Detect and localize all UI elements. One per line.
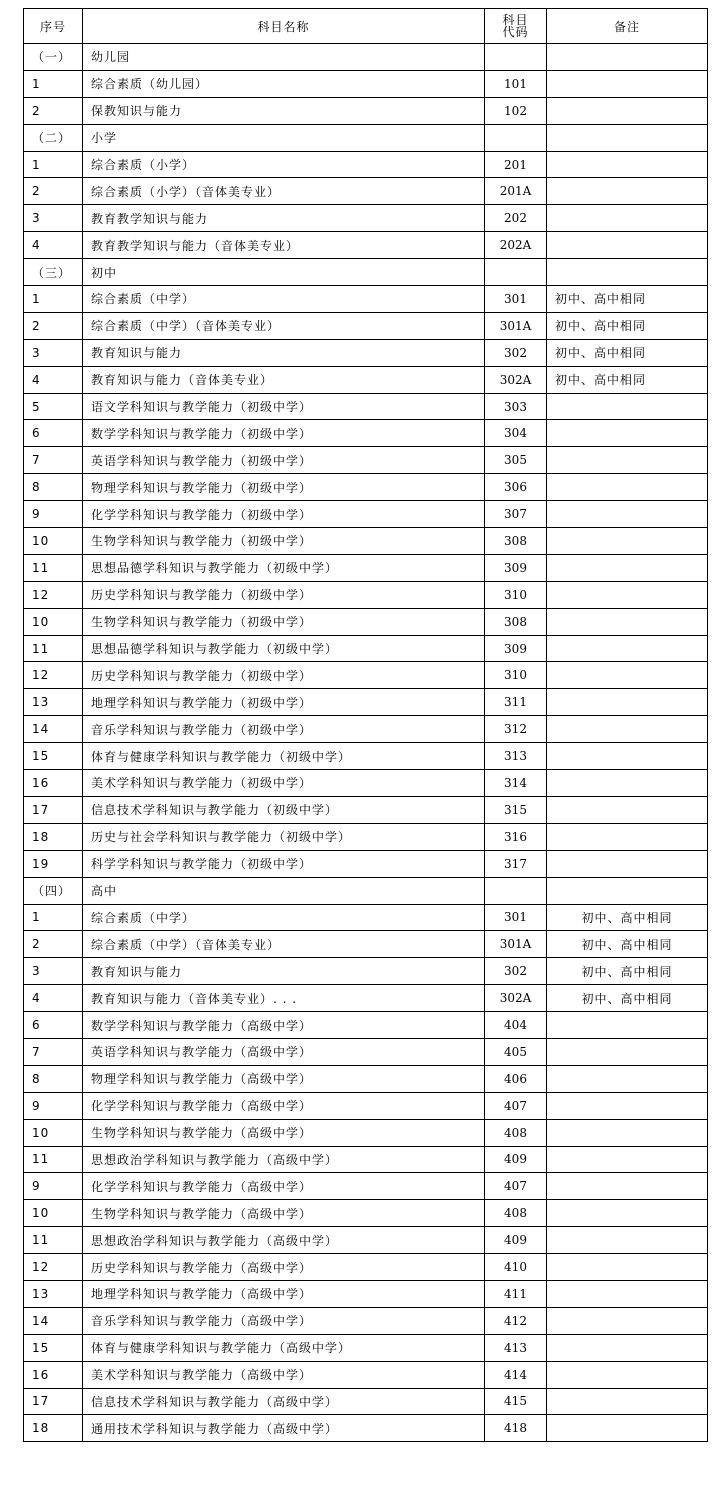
subject-code-cell: 316 xyxy=(485,823,547,850)
seq-cell: 15 xyxy=(24,1334,83,1361)
subject-code-cell: 312 xyxy=(485,716,547,743)
remark-cell xyxy=(547,1119,708,1146)
subject-code-cell: 302A xyxy=(485,985,547,1012)
subject-code-cell: 310 xyxy=(485,581,547,608)
seq-cell: 18 xyxy=(24,823,83,850)
seq-cell: 10 xyxy=(24,1200,83,1227)
remark-cell xyxy=(547,770,708,797)
subject-code-cell: 307 xyxy=(485,501,547,528)
remark-cell xyxy=(547,1065,708,1092)
subject-name-cell: 思想政治学科知识与教学能力（高级中学） xyxy=(83,1146,485,1173)
subject-name-cell: 综合素质（中学）（音体美专业） xyxy=(83,931,485,958)
table-row xyxy=(24,232,708,259)
subject-table-container xyxy=(23,8,708,1442)
subject-code-cell: 409 xyxy=(485,1146,547,1173)
table-row xyxy=(24,904,708,931)
remark-cell xyxy=(547,1280,708,1307)
seq-cell: 11 xyxy=(24,1146,83,1173)
seq-cell: 4 xyxy=(24,985,83,1012)
remark-cell xyxy=(547,528,708,555)
seq-cell: 12 xyxy=(24,581,83,608)
subject-name-cell: 历史学科知识与教学能力（初级中学） xyxy=(83,662,485,689)
subject-code-cell: 301 xyxy=(485,904,547,931)
remark-cell xyxy=(547,823,708,850)
table-row xyxy=(24,70,708,97)
subject-code-cell: 412 xyxy=(485,1307,547,1334)
subject-name-cell: 美术学科知识与教学能力（初级中学） xyxy=(83,770,485,797)
subject-name-cell: 音乐学科知识与教学能力（高级中学） xyxy=(83,1307,485,1334)
seq-cell: 19 xyxy=(24,850,83,877)
table-row xyxy=(24,850,708,877)
table-row xyxy=(24,1280,708,1307)
subject-name-cell: 小学 xyxy=(83,124,485,151)
seq-cell: 7 xyxy=(24,447,83,474)
subject-name-cell: 保教知识与能力 xyxy=(83,97,485,124)
seq-cell: 13 xyxy=(24,1280,83,1307)
remark-cell xyxy=(547,124,708,151)
table-row xyxy=(24,44,708,71)
remark-cell xyxy=(547,420,708,447)
subject-name-cell: 综合素质（中学）（音体美专业） xyxy=(83,312,485,339)
subject-code-cell: 308 xyxy=(485,608,547,635)
table-row xyxy=(24,178,708,205)
remark-cell xyxy=(547,259,708,286)
subject-code-cell: 101 xyxy=(485,70,547,97)
table-row xyxy=(24,770,708,797)
table-row xyxy=(24,1146,708,1173)
table-row xyxy=(24,1038,708,1065)
seq-cell: 1 xyxy=(24,904,83,931)
subject-name-cell: 初中 xyxy=(83,259,485,286)
remark-cell xyxy=(547,1361,708,1388)
seq-cell: 11 xyxy=(24,1227,83,1254)
remark-cell xyxy=(547,662,708,689)
header-row xyxy=(24,9,708,44)
table-row xyxy=(24,1254,708,1281)
table-row xyxy=(24,581,708,608)
seq-cell: 7 xyxy=(24,1038,83,1065)
seq-cell: 17 xyxy=(24,1388,83,1415)
table-row xyxy=(24,823,708,850)
table-row xyxy=(24,743,708,770)
table-header xyxy=(24,9,708,44)
table-row xyxy=(24,97,708,124)
header-subject-code xyxy=(485,9,547,44)
table-row xyxy=(24,366,708,393)
seq-cell: 9 xyxy=(24,1173,83,1200)
remark-cell xyxy=(547,1012,708,1039)
remark-cell: 初中、高中相同 xyxy=(547,286,708,313)
subject-code-cell: 202A xyxy=(485,232,547,259)
subject-name-cell: 综合素质（幼儿园） xyxy=(83,70,485,97)
subject-code-cell: 302 xyxy=(485,339,547,366)
subject-code-cell: 407 xyxy=(485,1092,547,1119)
header-code-line1: 科目 xyxy=(502,13,529,27)
seq-cell: 1 xyxy=(24,151,83,178)
table-row xyxy=(24,1065,708,1092)
remark-cell xyxy=(547,1173,708,1200)
subject-name-cell: 语文学科知识与教学能力（初级中学） xyxy=(83,393,485,420)
subject-name-cell: 化学学科知识与教学能力（高级中学） xyxy=(83,1173,485,1200)
table-row xyxy=(24,1227,708,1254)
table-row xyxy=(24,124,708,151)
subject-name-cell: 生物学科知识与教学能力（高级中学） xyxy=(83,1119,485,1146)
remark-cell xyxy=(547,1307,708,1334)
seq-cell: 9 xyxy=(24,1092,83,1119)
subject-code-cell: 304 xyxy=(485,420,547,447)
subject-name-cell: 教育知识与能力 xyxy=(83,958,485,985)
seq-cell: 2 xyxy=(24,931,83,958)
remark-cell xyxy=(547,178,708,205)
subject-name-cell: 教育知识与能力（音体美专业）. . . xyxy=(83,985,485,1012)
subject-name-cell: 数学学科知识与教学能力（初级中学） xyxy=(83,420,485,447)
table-row xyxy=(24,501,708,528)
seq-cell: 11 xyxy=(24,554,83,581)
subject-table xyxy=(23,8,708,1442)
subject-name-cell: 历史学科知识与教学能力（初级中学） xyxy=(83,581,485,608)
subject-name-cell: 综合素质（小学） xyxy=(83,151,485,178)
subject-code-cell: 408 xyxy=(485,1119,547,1146)
subject-code-cell: 408 xyxy=(485,1200,547,1227)
subject-code-cell: 410 xyxy=(485,1254,547,1281)
subject-code-cell: 301A xyxy=(485,312,547,339)
table-row xyxy=(24,393,708,420)
subject-code-cell: 201A xyxy=(485,178,547,205)
seq-cell: 16 xyxy=(24,1361,83,1388)
table-row xyxy=(24,1415,708,1442)
seq-cell: 2 xyxy=(24,312,83,339)
table-row xyxy=(24,958,708,985)
subject-code-cell: 309 xyxy=(485,635,547,662)
subject-name-cell: 音乐学科知识与教学能力（初级中学） xyxy=(83,716,485,743)
remark-cell: 初中、高中相同 xyxy=(547,958,708,985)
subject-code-cell: 306 xyxy=(485,474,547,501)
table-row xyxy=(24,286,708,313)
subject-name-cell: 综合素质（小学）（音体美专业） xyxy=(83,178,485,205)
remark-cell xyxy=(547,1227,708,1254)
subject-name-cell: 美术学科知识与教学能力（高级中学） xyxy=(83,1361,485,1388)
remark-cell xyxy=(547,393,708,420)
seq-cell: 14 xyxy=(24,1307,83,1334)
subject-code-cell: 404 xyxy=(485,1012,547,1039)
subject-name-cell: 教育知识与能力（音体美专业） xyxy=(83,366,485,393)
subject-code-cell: 309 xyxy=(485,554,547,581)
seq-cell: 14 xyxy=(24,716,83,743)
seq-cell: 10 xyxy=(24,1119,83,1146)
remark-cell xyxy=(547,796,708,823)
table-row xyxy=(24,474,708,501)
subject-name-cell: 化学学科知识与教学能力（高级中学） xyxy=(83,1092,485,1119)
remark-cell xyxy=(547,501,708,528)
remark-cell xyxy=(547,554,708,581)
seq-cell: 18 xyxy=(24,1415,83,1442)
seq-cell: 6 xyxy=(24,420,83,447)
seq-cell: （四） xyxy=(24,877,83,904)
subject-name-cell: 生物学科知识与教学能力（高级中学） xyxy=(83,1200,485,1227)
subject-code-cell: 202 xyxy=(485,205,547,232)
header-remark: 备注 xyxy=(547,9,708,44)
table-row xyxy=(24,339,708,366)
subject-code-cell: 308 xyxy=(485,528,547,555)
remark-cell xyxy=(547,447,708,474)
remark-cell xyxy=(547,581,708,608)
subject-name-cell: 思想品德学科知识与教学能力（初级中学） xyxy=(83,554,485,581)
table-row xyxy=(24,635,708,662)
remark-cell: 初中、高中相同 xyxy=(547,366,708,393)
subject-code-cell: 315 xyxy=(485,796,547,823)
table-row xyxy=(24,877,708,904)
header-seq: 序号 xyxy=(24,9,83,44)
subject-code-cell xyxy=(485,877,547,904)
subject-code-cell xyxy=(485,259,547,286)
seq-cell: 9 xyxy=(24,501,83,528)
seq-cell: 6 xyxy=(24,1012,83,1039)
remark-cell xyxy=(547,689,708,716)
subject-name-cell: 思想品德学科知识与教学能力（初级中学） xyxy=(83,635,485,662)
header-subject-name: 科目名称 xyxy=(83,9,485,44)
seq-cell: 8 xyxy=(24,1065,83,1092)
subject-code-cell: 302 xyxy=(485,958,547,985)
subject-name-cell: 信息技术学科知识与教学能力（高级中学） xyxy=(83,1388,485,1415)
subject-code-cell: 314 xyxy=(485,770,547,797)
subject-name-cell: 英语学科知识与教学能力（初级中学） xyxy=(83,447,485,474)
table-row xyxy=(24,1388,708,1415)
seq-cell: 13 xyxy=(24,689,83,716)
subject-name-cell: 教育教学知识与能力（音体美专业） xyxy=(83,232,485,259)
subject-name-cell: 教育教学知识与能力 xyxy=(83,205,485,232)
remark-cell xyxy=(547,1200,708,1227)
subject-code-cell: 406 xyxy=(485,1065,547,1092)
remark-cell xyxy=(547,1146,708,1173)
subject-name-cell: 物理学科知识与教学能力（高级中学） xyxy=(83,1065,485,1092)
subject-code-cell xyxy=(485,44,547,71)
subject-code-cell: 313 xyxy=(485,743,547,770)
remark-cell xyxy=(547,1092,708,1119)
table-row xyxy=(24,528,708,555)
subject-name-cell: 综合素质（中学） xyxy=(83,286,485,313)
table-row xyxy=(24,662,708,689)
seq-cell: 10 xyxy=(24,608,83,635)
seq-cell: 4 xyxy=(24,232,83,259)
seq-cell: 12 xyxy=(24,662,83,689)
remark-cell xyxy=(547,1388,708,1415)
subject-code-cell: 411 xyxy=(485,1280,547,1307)
remark-cell xyxy=(547,151,708,178)
subject-code-cell: 310 xyxy=(485,662,547,689)
table-row xyxy=(24,1200,708,1227)
subject-code-cell: 301 xyxy=(485,286,547,313)
seq-cell: （二） xyxy=(24,124,83,151)
subject-code-cell: 303 xyxy=(485,393,547,420)
subject-code-cell: 413 xyxy=(485,1334,547,1361)
remark-cell xyxy=(547,1254,708,1281)
seq-cell: 12 xyxy=(24,1254,83,1281)
seq-cell: （一） xyxy=(24,44,83,71)
subject-code-cell: 407 xyxy=(485,1173,547,1200)
remark-cell xyxy=(547,716,708,743)
seq-cell: 5 xyxy=(24,393,83,420)
remark-cell xyxy=(547,877,708,904)
subject-name-cell: 生物学科知识与教学能力（初级中学） xyxy=(83,528,485,555)
table-row xyxy=(24,716,708,743)
seq-cell: 17 xyxy=(24,796,83,823)
table-row xyxy=(24,259,708,286)
table-row xyxy=(24,796,708,823)
subject-name-cell: 科学学科知识与教学能力（初级中学） xyxy=(83,850,485,877)
table-body xyxy=(24,44,708,1442)
subject-name-cell: 物理学科知识与教学能力（初级中学） xyxy=(83,474,485,501)
seq-cell: 10 xyxy=(24,528,83,555)
subject-name-cell: 数学学科知识与教学能力（高级中学） xyxy=(83,1012,485,1039)
subject-code-cell: 102 xyxy=(485,97,547,124)
table-row xyxy=(24,447,708,474)
seq-cell: （三） xyxy=(24,259,83,286)
seq-cell: 16 xyxy=(24,770,83,797)
subject-code-cell: 301A xyxy=(485,931,547,958)
header-code-line2: 代码 xyxy=(502,25,529,39)
table-row xyxy=(24,1092,708,1119)
seq-cell: 3 xyxy=(24,958,83,985)
remark-cell xyxy=(547,70,708,97)
subject-name-cell: 高中 xyxy=(83,877,485,904)
subject-name-cell: 体育与健康学科知识与教学能力（高级中学） xyxy=(83,1334,485,1361)
seq-cell: 8 xyxy=(24,474,83,501)
subject-name-cell: 教育知识与能力 xyxy=(83,339,485,366)
table-row xyxy=(24,1173,708,1200)
remark-cell: 初中、高中相同 xyxy=(547,931,708,958)
seq-cell: 11 xyxy=(24,635,83,662)
subject-name-cell: 信息技术学科知识与教学能力（初级中学） xyxy=(83,796,485,823)
remark-cell xyxy=(547,1415,708,1442)
subject-code-cell xyxy=(485,124,547,151)
seq-cell: 15 xyxy=(24,743,83,770)
remark-cell xyxy=(547,205,708,232)
remark-cell: 初中、高中相同 xyxy=(547,339,708,366)
subject-code-cell: 415 xyxy=(485,1388,547,1415)
subject-name-cell: 化学学科知识与教学能力（初级中学） xyxy=(83,501,485,528)
table-row xyxy=(24,1334,708,1361)
table-row xyxy=(24,312,708,339)
table-row xyxy=(24,1119,708,1146)
remark-cell: 初中、高中相同 xyxy=(547,312,708,339)
seq-cell: 1 xyxy=(24,286,83,313)
remark-cell xyxy=(547,635,708,662)
subject-name-cell: 历史与社会学科知识与教学能力（初级中学） xyxy=(83,823,485,850)
seq-cell: 3 xyxy=(24,339,83,366)
subject-code-cell: 317 xyxy=(485,850,547,877)
seq-cell: 2 xyxy=(24,97,83,124)
subject-code-cell: 302A xyxy=(485,366,547,393)
table-row xyxy=(24,1307,708,1334)
subject-name-cell: 体育与健康学科知识与教学能力（初级中学） xyxy=(83,743,485,770)
subject-code-cell: 201 xyxy=(485,151,547,178)
remark-cell xyxy=(547,97,708,124)
subject-code-cell: 305 xyxy=(485,447,547,474)
table-row xyxy=(24,1361,708,1388)
table-row xyxy=(24,205,708,232)
remark-cell: 初中、高中相同 xyxy=(547,904,708,931)
seq-cell: 3 xyxy=(24,205,83,232)
remark-cell xyxy=(547,743,708,770)
remark-cell xyxy=(547,1334,708,1361)
subject-name-cell: 生物学科知识与教学能力（初级中学） xyxy=(83,608,485,635)
subject-code-cell: 405 xyxy=(485,1038,547,1065)
remark-cell xyxy=(547,850,708,877)
remark-cell xyxy=(547,1038,708,1065)
remark-cell xyxy=(547,232,708,259)
subject-name-cell: 通用技术学科知识与教学能力（高级中学） xyxy=(83,1415,485,1442)
table-row xyxy=(24,151,708,178)
remark-cell xyxy=(547,608,708,635)
seq-cell: 1 xyxy=(24,70,83,97)
table-row xyxy=(24,689,708,716)
subject-name-cell: 地理学科知识与教学能力（高级中学） xyxy=(83,1280,485,1307)
table-row xyxy=(24,608,708,635)
subject-name-cell: 地理学科知识与教学能力（初级中学） xyxy=(83,689,485,716)
table-row xyxy=(24,931,708,958)
seq-cell: 4 xyxy=(24,366,83,393)
subject-name-cell: 综合素质（中学） xyxy=(83,904,485,931)
table-row xyxy=(24,1012,708,1039)
subject-name-cell: 历史学科知识与教学能力（高级中学） xyxy=(83,1254,485,1281)
table-row xyxy=(24,985,708,1012)
seq-cell: 2 xyxy=(24,178,83,205)
subject-name-cell: 思想政治学科知识与教学能力（高级中学） xyxy=(83,1227,485,1254)
remark-cell xyxy=(547,474,708,501)
subject-code-cell: 418 xyxy=(485,1415,547,1442)
subject-code-cell: 311 xyxy=(485,689,547,716)
table-row xyxy=(24,554,708,581)
subject-code-cell: 409 xyxy=(485,1227,547,1254)
remark-cell: 初中、高中相同 xyxy=(547,985,708,1012)
subject-name-cell: 幼儿园 xyxy=(83,44,485,71)
table-row xyxy=(24,420,708,447)
subject-code-cell: 414 xyxy=(485,1361,547,1388)
subject-name-cell: 英语学科知识与教学能力（高级中学） xyxy=(83,1038,485,1065)
remark-cell xyxy=(547,44,708,71)
